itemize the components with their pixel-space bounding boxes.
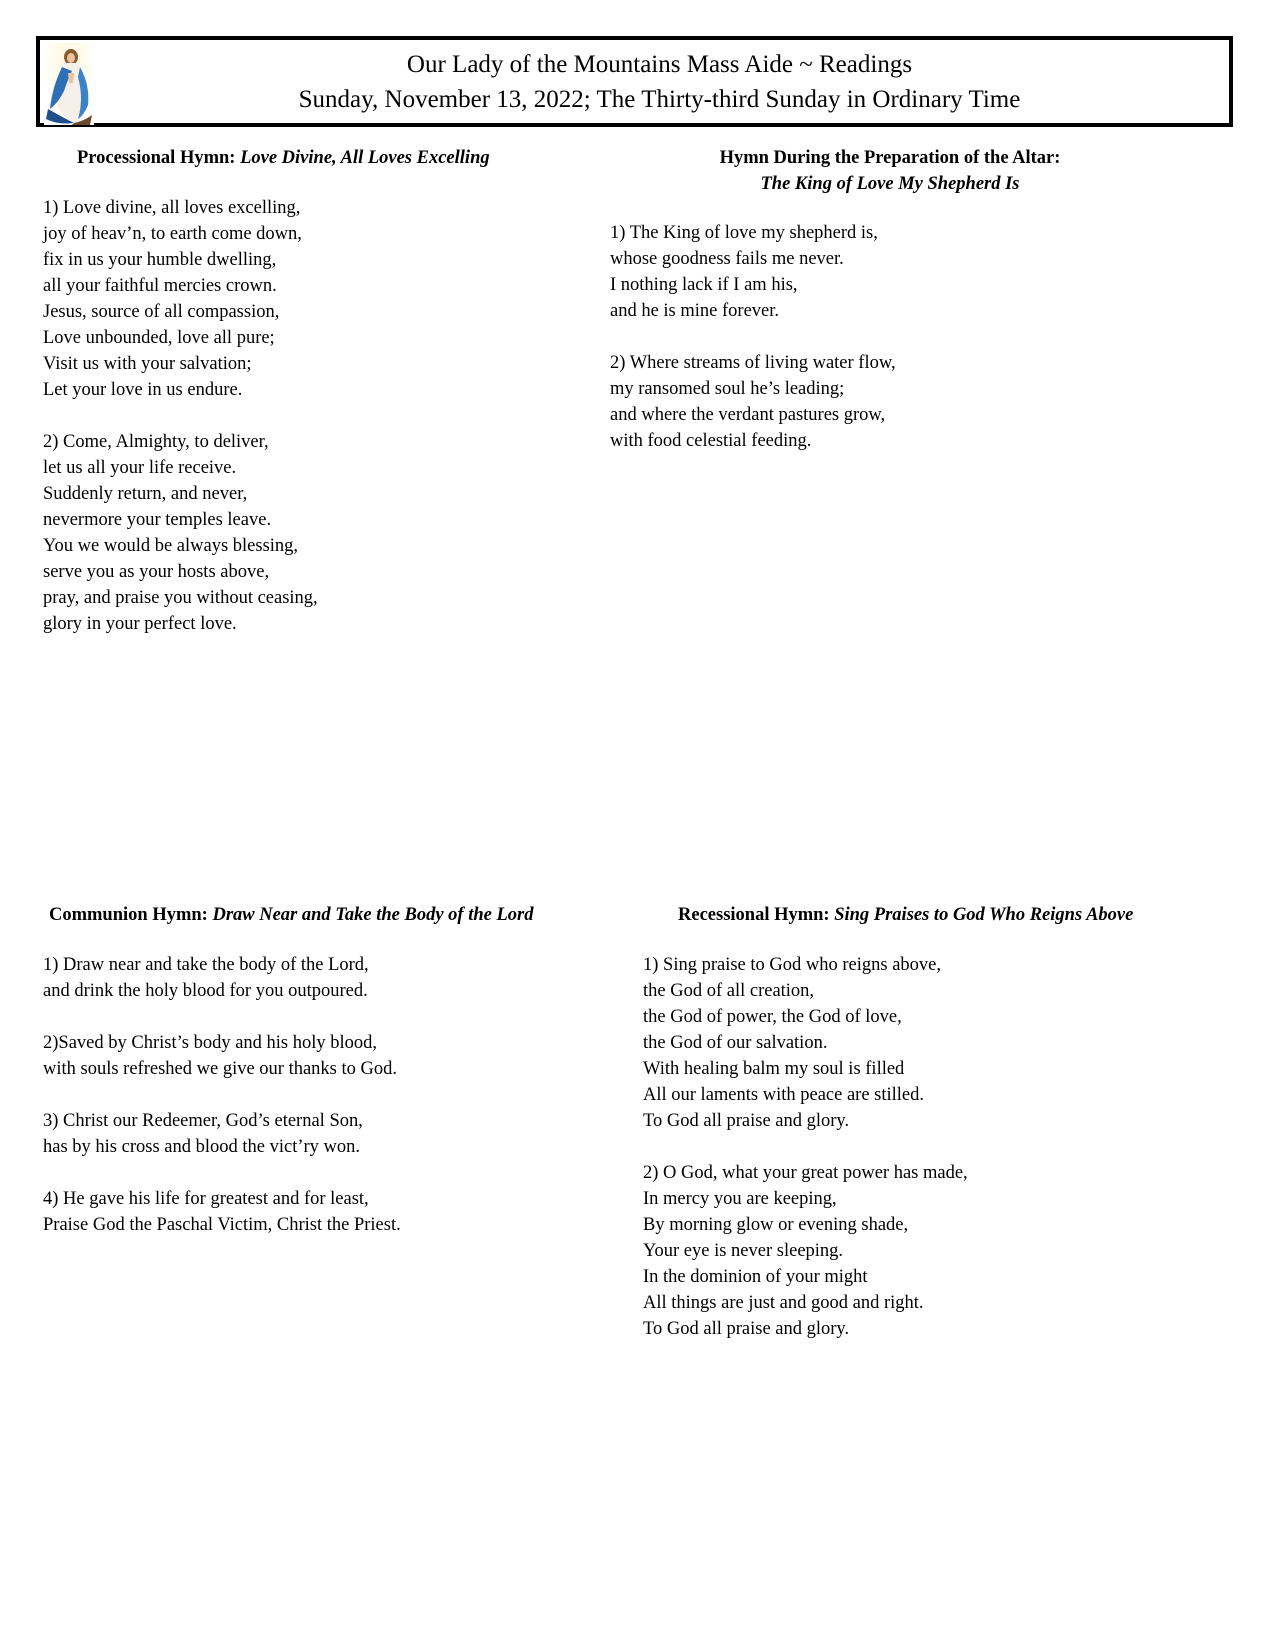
preparation-hymn-text [610, 220, 896, 454]
hymn-line: By morning glow or evening shade, [643, 1215, 909, 1235]
hymn-title: Love Divine, All Loves Excelling [240, 148, 490, 168]
hymn-line: serve you as your hosts above, [43, 562, 270, 582]
recessional-hymn-section [678, 902, 1133, 928]
hymn-title: Sing Praises to God Who Reigns Above [834, 905, 1134, 925]
hymn-line: 2) O God, what your great power has made, [643, 1163, 968, 1183]
section-heading [678, 902, 1133, 928]
hymn-line: To God all praise and glory. [643, 1319, 850, 1339]
section-heading [49, 902, 533, 928]
hymn-line: Love unbounded, love all pure; [43, 328, 275, 348]
page-title: Our Lady of the Mountains Mass Aide ~ Readings [406, 51, 913, 78]
hymn-line: all your faithful mercies crown. [43, 276, 277, 296]
hymn-line: fix in us your humble dwelling, [43, 250, 277, 270]
section-heading [77, 145, 490, 171]
hymn-line: and drink the holy blood for you outpoured. [43, 981, 368, 1001]
hymn-line: Jesus, source of all compassion, [43, 302, 280, 322]
hymn-line: Your eye is never sleeping. [643, 1241, 844, 1261]
communion-hymn-section [49, 902, 533, 928]
hymn-line: 1) Draw near and take the body of the Lord, [43, 955, 369, 975]
hymn-line: 3) Christ our Redeemer, God’s eternal Son, [43, 1111, 363, 1131]
hymn-line: glory in your perfect love. [43, 614, 237, 634]
hymn-title: The King of Love My Shepherd Is [760, 174, 1020, 194]
communion-hymn-text [43, 952, 401, 1238]
section-label: Recessional Hymn: [678, 905, 835, 925]
hymn-line: with food celestial feeding. [610, 431, 812, 451]
hymn-line: the God of all creation, [643, 981, 815, 1001]
hymn-line: 2)Saved by Christ’s body and his holy blood, [43, 1033, 378, 1053]
hymn-line: and he is mine forever. [610, 301, 780, 321]
hymn-line: Visit us with your salvation; [43, 354, 252, 374]
header-box [36, 36, 1233, 127]
recessional-hymn-text [643, 952, 968, 1342]
hymn-line: Let your love in us endure. [43, 380, 243, 400]
hymn-line: With healing balm my soul is filled [643, 1059, 905, 1079]
section-label: Communion Hymn: [49, 905, 213, 925]
hymn-line: and where the verdant pastures grow, [610, 405, 886, 425]
hymn-line: In mercy you are keeping, [643, 1189, 837, 1209]
hymn-line: 4) He gave his life for greatest and for least, [43, 1189, 369, 1209]
hymn-line: Suddenly return, and never, [43, 484, 248, 504]
hymn-line: 2) Come, Almighty, to deliver, [43, 432, 269, 452]
hymn-line: has by his cross and blood the vict’ry won. [43, 1137, 361, 1157]
processional-hymn-text [43, 195, 318, 637]
madonna-image-icon [44, 43, 94, 125]
hymn-line: whose goodness fails me never. [610, 249, 844, 269]
hymn-line: I nothing lack if I am his, [610, 275, 798, 295]
hymn-line: You we would be always blessing, [43, 536, 299, 556]
hymn-line: let us all your life receive. [43, 458, 237, 478]
hymn-title: Draw Near and Take the Body of the Lord [212, 905, 534, 925]
hymn-line: joy of heav’n, to earth come down, [43, 224, 302, 244]
hymn-line: nevermore your temples leave. [43, 510, 272, 530]
hymn-line: the God of our salvation. [643, 1033, 828, 1053]
hymn-line: my ransomed soul he’s leading; [610, 379, 845, 399]
hymn-line: In the dominion of your might [643, 1267, 868, 1287]
hymn-line: 2) Where streams of living water flow, [610, 353, 896, 373]
processional-hymn-section [77, 145, 490, 171]
section-label: Processional Hymn: [77, 148, 241, 168]
hymn-line: All things are just and good and right. [643, 1293, 924, 1313]
hymn-line: All our laments with peace are stilled. [643, 1085, 925, 1105]
hymn-line: 1) The King of love my shepherd is, [610, 223, 878, 243]
hymn-line: 1) Love divine, all loves excelling, [43, 198, 301, 218]
section-label: Hymn During the Preparation of the Altar: [719, 148, 1061, 168]
page-subtitle: Sunday, November 13, 2022; The Thirty-third Sunday in Ordinary Time [298, 86, 1021, 113]
hymn-line: 1) Sing praise to God who reigns above, [643, 955, 942, 975]
hymn-line: pray, and praise you without ceasing, [43, 588, 318, 608]
preparation-hymn-section [610, 145, 1170, 197]
hymn-line: To God all praise and glory. [643, 1111, 850, 1131]
hymn-line: Praise God the Paschal Victim, Christ the Priest. [43, 1215, 401, 1235]
hymn-line: with souls refreshed we give our thanks to God. [43, 1059, 398, 1079]
hymn-line: the God of power, the God of love, [643, 1007, 902, 1027]
